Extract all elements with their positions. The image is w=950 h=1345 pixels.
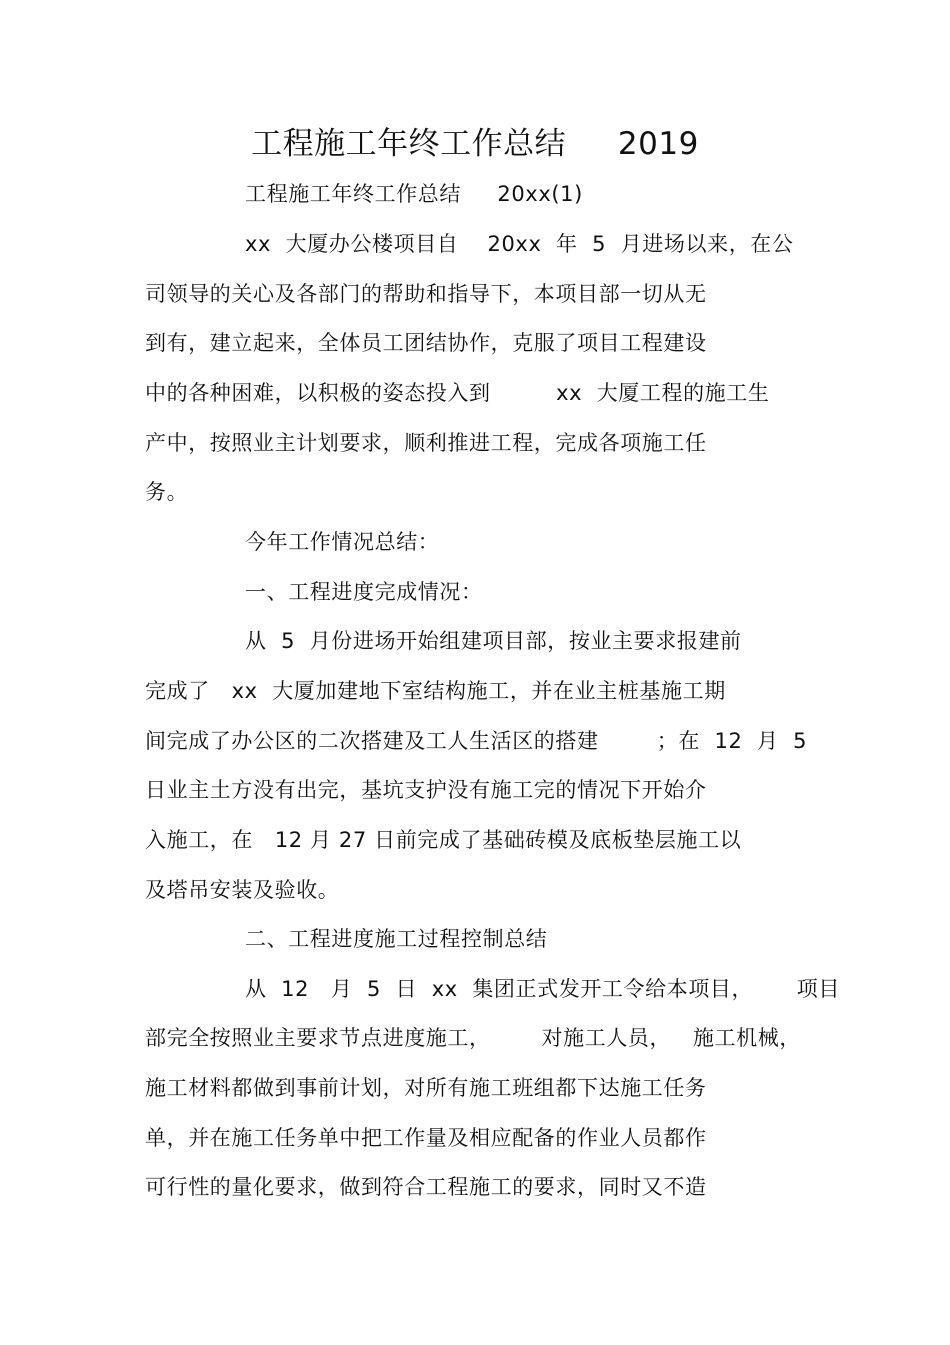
paragraph-line: 入施工，在 12 月 27 日前完成了基础砖模及底板垫层施工以 <box>145 828 742 852</box>
paragraph-line: 部完全按照业主要求节点进度施工， 对施工人员， 施工机械， <box>145 1026 801 1050</box>
paragraph-line: 施工材料都做到事前计划，对所有施工班组都下达施工任务 <box>145 1076 707 1100</box>
paragraph-line: 日业主土方没有出完，基坑支护没有施工完的情况下开始介 <box>145 778 707 802</box>
paragraph-line: 产中，按照业主计划要求，顺利推进工程，完成各项施工任 <box>145 431 707 455</box>
section-heading: 今年工作情况总结： <box>245 530 440 554</box>
paragraph-line: 完成了 xx 大厦加建地下室结构施工，并在业主桩基施工期 <box>145 679 726 703</box>
paragraph-line: 中的各种困难，以积极的姿态投入到 xx 大厦工程的施工生 <box>145 381 770 405</box>
paragraph-line: 从 5 月份进场开始组建项目部，按业主要求报建前 <box>245 629 742 653</box>
paragraph-line: 司领导的关心及各部门的帮助和指导下，本项目部一切从无 <box>145 282 707 306</box>
paragraph-line: xx 大厦办公楼项目自 20xx 年 5 月进场以来，在公 <box>245 232 794 256</box>
subtitle-line: 工程施工年终工作总结 20xx(1) <box>245 182 583 206</box>
paragraph-line: 可行性的量化要求，做到符合工程施工的要求，同时又不造 <box>145 1175 707 1199</box>
paragraph-line: 及塔吊安装及验收。 <box>145 878 340 902</box>
paragraph-line: 从 12 月 5 日 xx 集团正式发开工令给本项目， 项目 <box>245 977 840 1001</box>
section-heading: 一、工程进度完成情况： <box>245 580 483 604</box>
paragraph-line: 单，并在施工任务单中把工作量及相应配备的作业人员都作 <box>145 1126 707 1150</box>
paragraph-line: 到有，建立起来，全体员工团结协作，克服了项目工程建设 <box>145 331 707 355</box>
paragraph-line: 间完成了办公区的二次搭建及工人生活区的搭建 ；在 12 月 5 <box>145 729 808 753</box>
paragraph-line: 务。 <box>145 480 189 504</box>
section-heading: 二、工程进度施工过程控制总结 <box>245 927 548 951</box>
document-title: 工程施工年终工作总结 2019 <box>251 126 699 162</box>
